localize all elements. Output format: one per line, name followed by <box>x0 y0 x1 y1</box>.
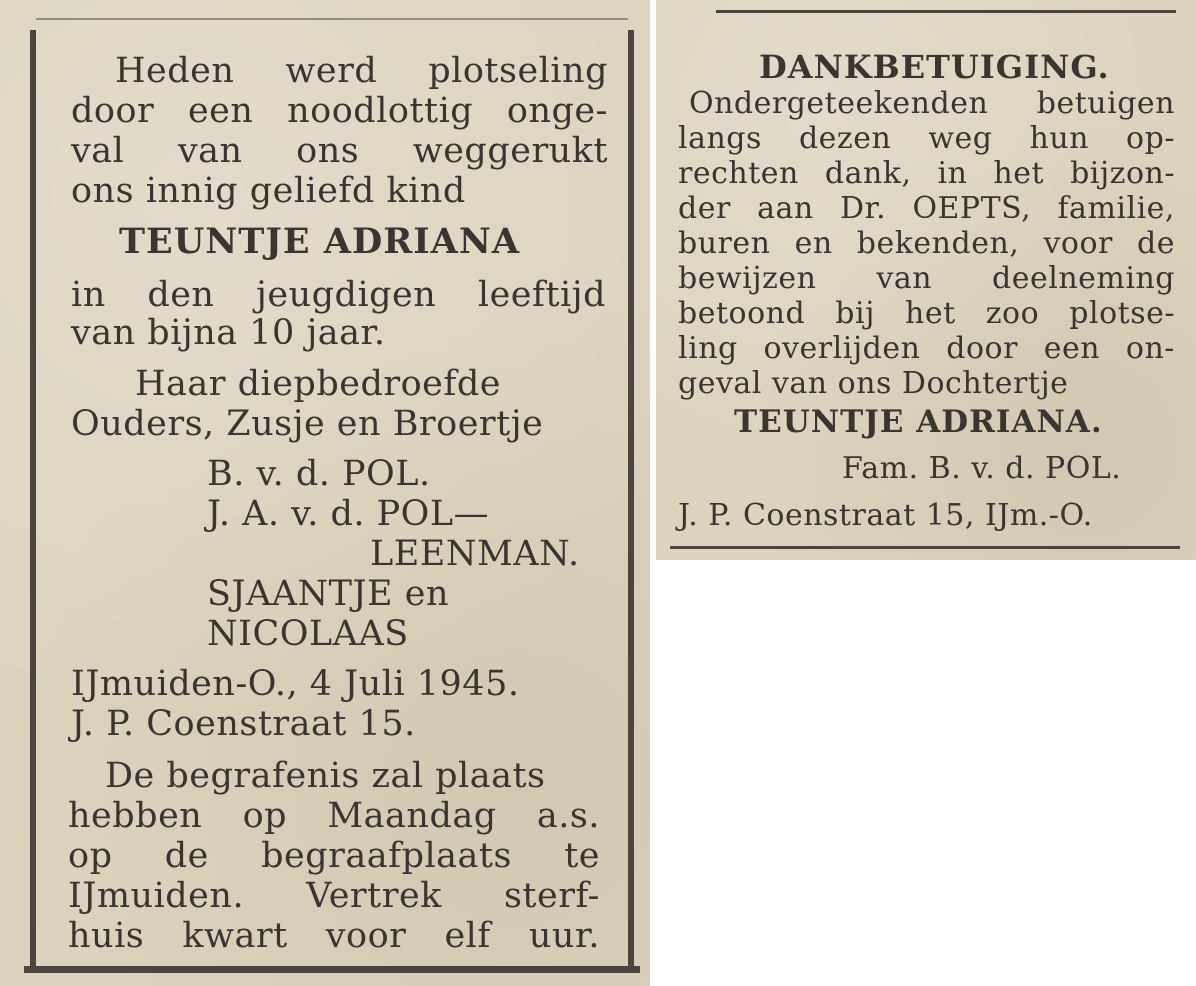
family-signature: Fam. B. v. d. POL. <box>842 451 1122 486</box>
top-rule <box>716 10 1176 13</box>
word: der <box>678 191 731 226</box>
word: Vertrek <box>306 876 442 916</box>
age-line <box>71 275 606 315</box>
word: ons <box>296 131 360 171</box>
word: in <box>937 156 968 191</box>
deceased-name: TEUNTJE ADRIANA <box>119 221 520 262</box>
signatory: SJAANTJE en <box>207 574 449 614</box>
word: Dr. <box>840 191 887 226</box>
word: buren <box>678 226 771 261</box>
word: bekenden, <box>856 226 1020 261</box>
word: uur. <box>528 916 600 956</box>
word: Maandag <box>327 796 497 836</box>
top-border <box>36 18 628 20</box>
word: van <box>177 131 243 171</box>
bottom-rule <box>670 546 1180 549</box>
thanks-line: geval van ons Dochtertje <box>678 366 1069 401</box>
word: een <box>187 91 254 131</box>
thanks-line <box>678 191 1175 226</box>
word: op- <box>1126 121 1175 156</box>
word: Heden <box>115 51 235 91</box>
word: bewijzen <box>678 261 817 296</box>
thanks-line: Ondergeteekenden betuigen <box>689 86 1175 121</box>
left-border <box>30 30 36 970</box>
intro-line <box>71 131 608 171</box>
word: een <box>1043 331 1101 366</box>
word: door <box>946 331 1018 366</box>
age-line: van bijna 10 jaar. <box>71 313 386 353</box>
word: en <box>794 226 833 261</box>
word: zoo <box>985 296 1040 331</box>
address: J. P. Coenstraat 15. <box>71 704 416 744</box>
word: in <box>71 275 106 315</box>
signatory: J. A. v. d. POL— <box>207 494 490 534</box>
signatory: LEENMAN. <box>370 534 580 574</box>
word: deelneming <box>992 261 1175 296</box>
word: voor <box>1043 226 1113 261</box>
address: J. P. Coenstraat 15, IJm.-O. <box>678 498 1093 533</box>
funeral-line <box>68 876 600 916</box>
word: IJmuiden. <box>68 876 245 916</box>
word: huis <box>68 916 145 956</box>
word: langs <box>678 121 762 156</box>
thanks-line <box>678 331 1175 366</box>
word: overlijden <box>763 331 921 366</box>
word: rechten <box>678 156 799 191</box>
word: weggerukt <box>412 131 608 171</box>
thanks-line <box>678 296 1175 331</box>
thanks-line <box>678 156 1175 191</box>
word: val <box>71 131 125 171</box>
word: voor <box>325 916 407 956</box>
funeral-line <box>68 796 600 836</box>
word: sterf- <box>503 876 600 916</box>
intro-line <box>115 51 608 91</box>
mourners-heading: Ouders, Zusje en Broertje <box>71 404 544 444</box>
thanks-line <box>678 226 1175 261</box>
place-date: IJmuiden-O., 4 Juli 1945. <box>71 664 520 704</box>
funeral-line <box>68 916 600 956</box>
word: den <box>147 275 215 315</box>
word: de <box>164 836 209 876</box>
word: leeftijd <box>477 275 606 315</box>
word: on- <box>1125 331 1175 366</box>
mourners-heading: Haar diepbedroefde <box>135 364 501 404</box>
word: dank, <box>824 156 912 191</box>
heading: DANKBETUIGING. <box>759 48 1110 86</box>
word: aan <box>757 191 814 226</box>
word: de <box>1136 226 1175 261</box>
thanks-line <box>678 121 1175 156</box>
word: te <box>564 836 600 876</box>
word: a.s. <box>536 796 600 836</box>
word: werd <box>285 51 378 91</box>
word: het <box>905 296 956 331</box>
intro-line <box>71 91 608 131</box>
word: betoond <box>678 296 806 331</box>
funeral-line <box>68 836 600 876</box>
word: van <box>876 261 933 296</box>
word: plotse- <box>1069 296 1175 331</box>
signatory: B. v. d. POL. <box>207 454 431 494</box>
right-border <box>628 30 634 970</box>
thanks-line <box>678 261 1175 296</box>
word: hun <box>1029 121 1089 156</box>
word: begraafplaats <box>261 836 512 876</box>
word: door <box>71 91 155 131</box>
bottom-border <box>24 966 640 973</box>
word: OEPTS, <box>912 191 1032 226</box>
word: hebben <box>68 796 203 836</box>
funeral-line: De begrafenis zal plaats <box>105 756 546 796</box>
thank-you-clipping <box>656 0 1196 560</box>
word: bijzon- <box>1070 156 1175 191</box>
word: jeugdigen <box>256 275 437 315</box>
word: noodlottig <box>287 91 474 131</box>
word: dezen <box>798 121 892 156</box>
word: op <box>242 796 288 836</box>
word: op <box>68 836 113 876</box>
intro-line: ons innig geliefd kind <box>71 171 466 211</box>
word: kwart <box>182 916 288 956</box>
word: onge- <box>506 91 608 131</box>
word: bij <box>835 296 875 331</box>
word: ling <box>678 331 738 366</box>
word: plotseling <box>428 51 608 91</box>
word: familie, <box>1057 191 1175 226</box>
word: weg <box>928 121 993 156</box>
word: het <box>993 156 1045 191</box>
signatory: NICOLAAS <box>207 614 409 654</box>
deceased-name: TEUNTJE ADRIANA. <box>734 404 1103 440</box>
word: elf <box>444 916 491 956</box>
